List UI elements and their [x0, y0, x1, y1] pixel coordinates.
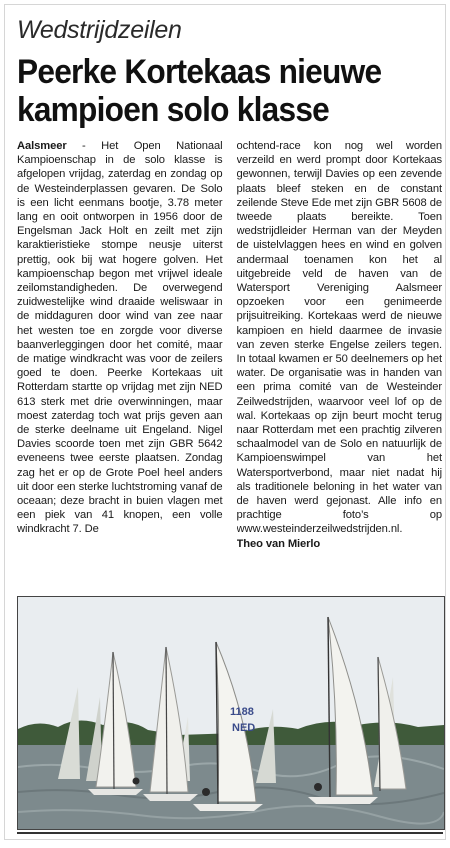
headline-line-1: Peerke Kortekaas nieuwe — [17, 53, 382, 91]
headline-line-2: kampioen solo klasse — [17, 91, 330, 129]
sailor — [314, 783, 322, 791]
sailing-photo-illustration — [18, 597, 444, 829]
column-1-text: - Het Open Nationaal Kampioenschap in de solo klasse is afgelopen vrijdag, zaterdag en zondag op de Westeinderplassen gevaren. De Solo is een licht eenmans bootje, 3.78 meter lang en ooit ontworpen in 1956 door de Engelsman Jack Holt en zeilt met zijn karaktieristieke stompe neusje uiterst prettig, ook bij wat hogere golven. Het kampioenschap begon met vrijwel ideale zeilomstandigheden. De overwegend zuidwestelijke wind draaide weliswaar in de middaguren door wind van zee naar het westen toe en zorgde voor diverse baanverleggingen door het comité, maar de matige windkracht was voor de zeilers goed te doen. Peerke Kortekaas uit Rotterdam startte op vrijdag met zijn NED 613 sterk met drie overwinningen, maar moest zaterdag toch wat prijs geven aan de sterke deelname uit Engeland. Nigel Davies scoorde toen met zijn GBR 5642 eveneens twee eerste plaatsen. Zondag zag het er op de Grote Poel heel anders uit door een sterke luchtstroming vanaf de oceaan; deze bracht in buien vlagen met een piek van 41 knopen, een volle windkracht 7. De — [17, 140, 223, 536]
author-byline: Theo van Mierlo — [236, 537, 321, 550]
sailor — [202, 788, 210, 796]
article-column-2 — [237, 139, 443, 581]
sail-number: 1188 — [230, 706, 254, 718]
paragraph — [17, 139, 223, 537]
dateline: Aalsmeer — [17, 140, 67, 152]
article-column-1 — [17, 139, 223, 581]
bottom-rule — [17, 832, 443, 834]
article-headline — [17, 53, 412, 129]
section-kicker: Wedstrijdzeilen — [17, 16, 182, 44]
paragraph: ochtend-race kon nog wel worden verzeild en werd prompt door Kortekaas gewonnen, terwijl Davies op een zevende plaats bleef steken en de constant zeilende Steve Ede met zijn GBR 5608 de tweede plaats bereikte. Toen wedstrijdleider Herman van der Meyden de uistelvlaggen hees en wind en golven andermaal toenamen kon het al uitgebreide veld de haven van de Watersport Vereniging Aalsmeer opzoeken voor een genimeerde prijsuitreiking. Kortekaas werd de nieuwe kampioen en hield daarmee de invasie van zeven sterke Engelse zeilers tegen. In totaal kwamen er 50 deelnemers op het water. De organisatie was in handen van een prima comité van de Westeinder Zeilwedstrijden, waarvoor veel lof op de wal. Kortekaas op zijn beurt mocht terug naar Rotterdam met een prachtig zilveren schaalmodel van de Solo en natuurlijk de Kampioenswimpel van het Watersportverbond, maar niet nadat hij als traditionele beloning in het water van de haven werd gejonast. Alle info en prachtige foto’s op www.westeinderzeilwedstrijden.nl. — [236, 140, 442, 536]
newspaper-clipping — [4, 4, 446, 840]
sailor — [133, 778, 140, 785]
article-body — [17, 139, 442, 581]
sail-country: NED — [232, 722, 256, 734]
sailing-photo — [17, 596, 445, 830]
